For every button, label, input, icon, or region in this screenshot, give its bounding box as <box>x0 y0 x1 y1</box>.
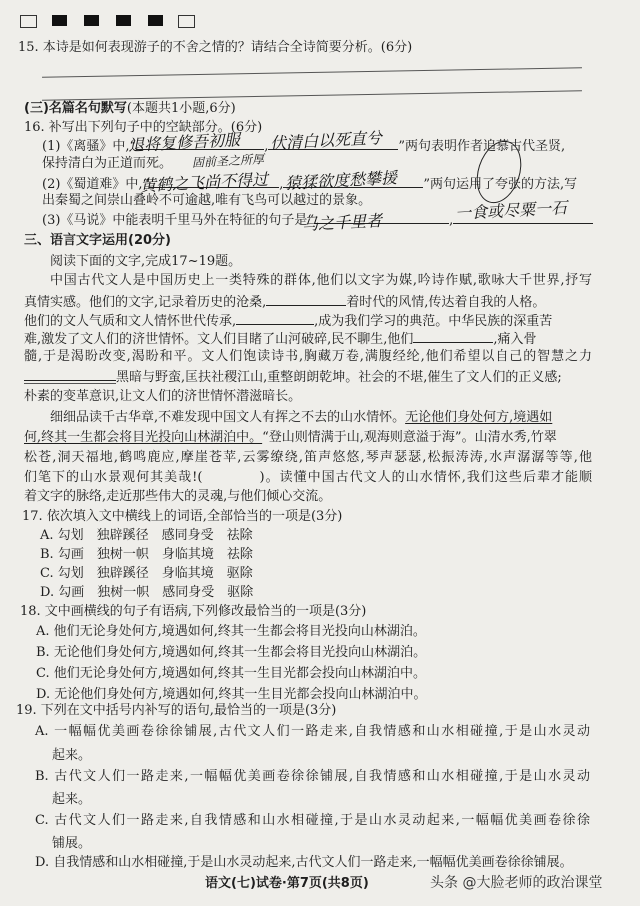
option-a-cont: 起来。 <box>52 748 92 763</box>
underlined-sentence: 何,终其一生都会将目光投向山林湖泊中。 <box>24 430 263 445</box>
passage-line <box>24 330 537 348</box>
text: 着时代的风情,传达着自我的人格。 <box>346 295 546 310</box>
option-d[interactable]: D. 勾画 独树一帜 感同身受 驱除 <box>40 585 254 600</box>
blank <box>236 312 314 325</box>
registration-mark <box>116 15 131 26</box>
text: 细细品读千古华章,不难发现中国文人有挥之不去的山水情怀。 <box>50 410 406 425</box>
passage-line: 着文字的脉络,走近那些伟大的灵魂,与他们倾心交流。 <box>24 489 332 504</box>
handwritten-note: 固前圣之所厚 <box>191 152 265 170</box>
passage-line: 髓,于是渴盼改变,渴盼和平。文人们饱读诗书,胸藏万卷,满腹经纶,他们希望以自己的智慧之力 <box>24 349 592 364</box>
watermark: 头条 @大脸老师的政治课堂 <box>430 875 603 891</box>
text: “登山则情满于山,观海则意溢于海”。山清水秀,竹翠 <box>262 430 557 445</box>
registration-mark <box>84 15 99 26</box>
passage-line <box>24 312 552 330</box>
q16-part3: (3)《马说》中能表明千里马外在特征的句子是“ , <box>42 211 593 229</box>
text: 黑暗与野蛮,匡扶社稷江山,重整朗朗乾坤。社会的不堪,催生了文人们的正义感; <box>116 370 562 385</box>
registration-mark <box>52 15 67 26</box>
page-footer: 语文(七)试卷·第7页(共8页) <box>205 876 369 891</box>
text: 真情实感。他们的文字,记录着历史的沧桑, <box>24 295 267 310</box>
passage-line <box>24 293 545 311</box>
passage-line: 朴素的变革意识,让文人们的济世情怀潜滋暗长。 <box>24 389 302 404</box>
handwritten-answer: 伏清白以死直兮 <box>269 128 383 153</box>
underlined-sentence: 无论他们身处何方,境遇如 <box>405 410 553 425</box>
option-a[interactable]: A. 他们无论身处何方,境遇如何,终其一生都会将目光投向山林湖泊。 <box>36 624 426 639</box>
passage-line <box>50 410 552 426</box>
option-c[interactable]: C. 勾划 独辟蹊径 身临其境 驱除 <box>40 566 253 581</box>
passage-intro: 阅读下面的文字,完成17~19题。 <box>50 254 242 269</box>
text: (1)《离骚》中,“ <box>42 139 137 154</box>
text: 他们的文人气质和文人情怀世代传承, <box>24 314 237 329</box>
part-title: 三、语言文字运用(20分) <box>24 233 171 248</box>
passage-line: 松苍,洞天福地,鹤鸣鹿应,摩崖苍苹,云雾缭绕,笛声悠悠,琴声瑟瑟,松振涛涛,水声潺潺等等,他 <box>24 450 592 465</box>
option-d[interactable]: D. 自我情感和山水相碰撞,于是山水灵动起来,古代文人们一路走来,一幅幅优美画卷徐徐铺展。 <box>35 855 573 870</box>
text: ,成为我们学习的典范。中华民族的深重苦 <box>314 314 553 329</box>
option-c[interactable]: C. 他们无论身处何方,境遇如何,终其一生目光都会投向山林湖泊中。 <box>36 666 427 681</box>
passage-line: 们笔下的山水景观何其美哉!( )。读懂中国古代文人的山水情怀,我们这些后辈才能顺 <box>24 470 592 485</box>
option-b[interactable]: B. 无论他们身处何方,境遇如何,终其一生都会将目光投向山林湖泊。 <box>36 645 427 660</box>
blank <box>24 383 116 384</box>
option-a[interactable]: A. 一幅幅优美画卷徐徐铺展,古代文人们一路走来,自我情感和山水相碰撞,于是山水灵动 <box>35 724 590 739</box>
answer-line <box>42 90 582 100</box>
section-title <box>24 101 236 117</box>
passage-line <box>24 430 557 446</box>
question-19: 19. 下列在文中括号内补写的语句,最恰当的一项是(3分) <box>16 703 337 718</box>
question-18: 18. 文中画横线的句子有语病,下列修改最恰当的一项是(3分) <box>20 604 367 619</box>
registration-mark <box>148 15 163 26</box>
handwritten-answer: 黄鹤之飞尚不得过 <box>139 169 269 196</box>
q16-part2-cont: 出秦蜀之间崇山叠岭不可逾越,唯有飞鸟可以越过的景象。 <box>42 193 372 208</box>
blank <box>413 330 493 343</box>
q16-part1-cont: 保持清白为正道而死。 <box>42 156 173 171</box>
text: ”两句表明作者追慕古代圣贤, <box>398 139 566 154</box>
handwritten-answer: 马之千里者 <box>301 210 383 235</box>
handwritten-answer: 退将复修吾初服 <box>127 130 241 155</box>
passage-line: 中国古代文人是中国历史上一类特殊的群体,他们以文字为媒,吟诗作赋,歌咏大千世界,抒写 <box>50 273 592 288</box>
option-c-cont: 铺展。 <box>52 836 92 851</box>
text: ,痛入骨 <box>493 332 537 347</box>
question-15: 15. 本诗是如何表现游子的不舍之情的？请结合全诗简要分析。(6分) <box>18 40 413 55</box>
option-b[interactable]: B. 勾画 独树一帜 身临其境 祛除 <box>40 547 253 562</box>
text: 难,激发了文人们的济世情怀。文人们目睹了山河破碎,民不聊生,他们 <box>24 332 414 347</box>
handwritten-answer: 一食或尽粟一石 <box>454 198 568 223</box>
registration-mark <box>178 15 195 28</box>
option-b[interactable]: B. 古代文人们一路走来,一幅幅优美画卷徐徐铺展,自我情感和山水相碰撞,于是山水灵动 <box>35 769 590 784</box>
section-title-text: (三)名篇名句默写 <box>24 101 127 116</box>
q16-part2: (2)《蜀道难》中,“ , ”两句运用了夸张的方法,写 <box>42 177 578 192</box>
option-b-cont: 起来。 <box>52 792 92 807</box>
q16-part1: (1)《离骚》中,“ , ”两句表明作者追慕古代圣贤, <box>42 139 566 154</box>
question-16: 16. 补写出下列句子中的空缺部分。(6分) <box>24 120 263 135</box>
blank <box>24 368 116 381</box>
registration-mark <box>20 15 37 28</box>
option-c[interactable]: C. 古代文人们一路走来,自我情感和山水相碰撞,于是山水灵动起来,一幅幅优美画卷徐徐 <box>35 813 590 828</box>
option-a[interactable]: A. 勾划 独辟蹊径 感同身受 祛除 <box>40 528 253 543</box>
text: (2)《蜀道难》中,“ <box>42 177 150 192</box>
text: ”两句运用了夸张的方法,写 <box>423 177 578 192</box>
question-17: 17. 依次填入文中横线上的词语,全部恰当的一项是(3分) <box>22 509 343 524</box>
handwritten-answer: 猿猱欲度愁攀援 <box>284 168 398 193</box>
text: (3)《马说》中能表明千里马外在特征的句子是“ <box>42 213 315 228</box>
section-note: (本题共1小题,6分) <box>126 101 236 116</box>
blank <box>266 293 346 306</box>
option-d[interactable]: D. 无论他们身处何方,境遇如何,终其一生目光都会投向山林湖泊中。 <box>36 687 427 702</box>
answer-line <box>42 67 582 77</box>
